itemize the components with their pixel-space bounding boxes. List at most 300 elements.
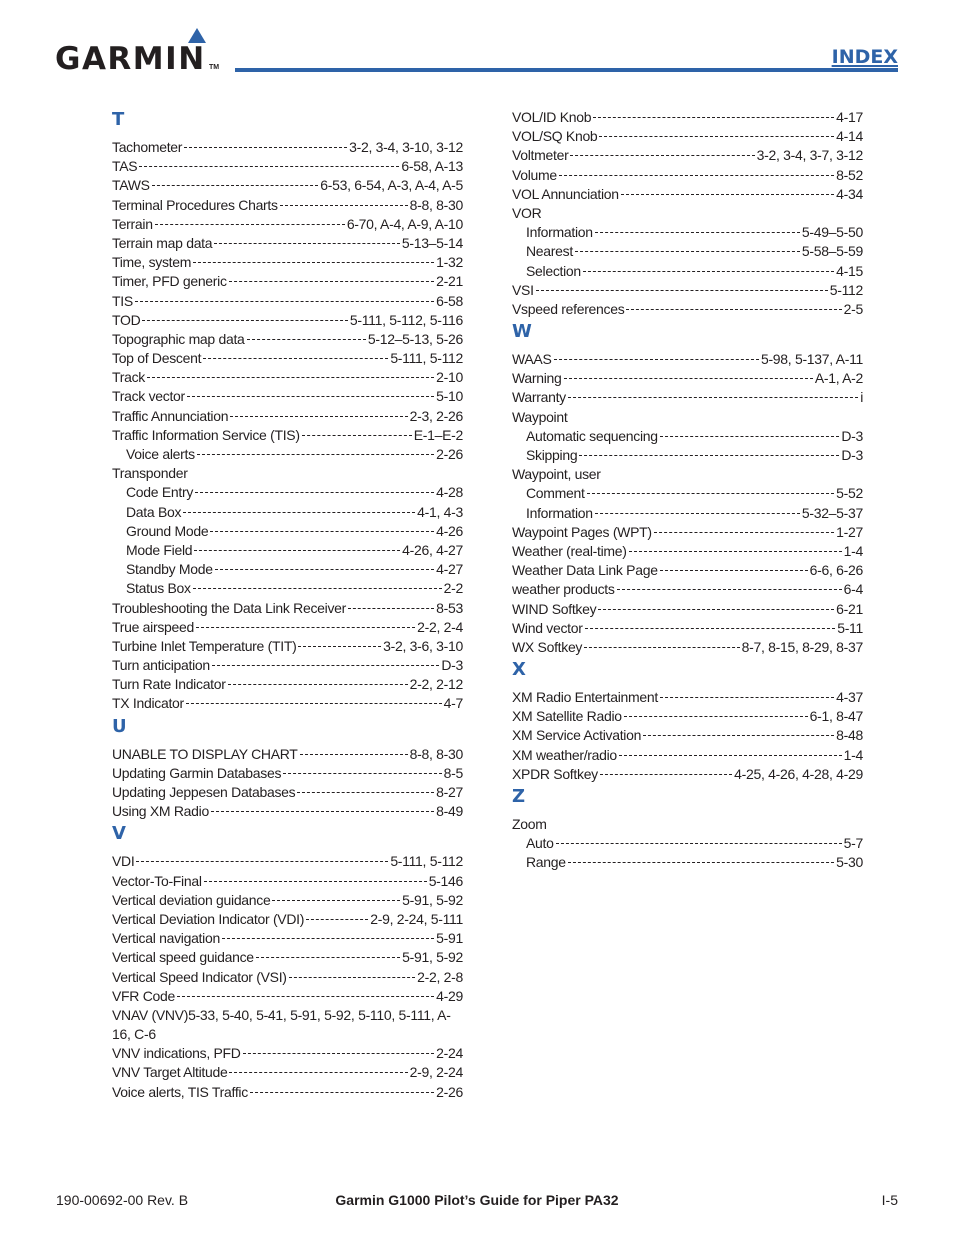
entry-term: VOL/ID Knob (512, 109, 592, 125)
entry-pages: 4-27 (436, 561, 463, 578)
index-entry (112, 234, 463, 253)
dot-leader (177, 996, 434, 997)
entry-pages: 1-4 (843, 542, 863, 559)
document-number: 190-00692-00 Rev. B (56, 1192, 189, 1208)
entry-term: Data Box (126, 503, 182, 520)
index-entry (112, 987, 463, 1006)
book-title: Garmin G1000 Pilot’s Guide for Piper PA32 (335, 1192, 619, 1208)
entry-term: Volume (512, 166, 557, 183)
dot-leader (619, 755, 842, 756)
dot-leader (593, 117, 834, 118)
dot-leader (243, 1053, 435, 1054)
entry-pages: 6-58, A-13 (401, 158, 463, 175)
dot-leader (229, 1072, 407, 1073)
dot-leader (297, 792, 434, 793)
index-entry (512, 815, 863, 834)
index-entry (112, 872, 463, 891)
index-entry (112, 783, 463, 802)
dot-leader (215, 569, 434, 570)
entry-term: Comment (526, 485, 585, 502)
entry-term: Skipping (526, 447, 578, 463)
entry-pages: 8-27 (436, 784, 463, 800)
index-entry (512, 465, 863, 484)
entry-pages: 5-32–5-37 (801, 504, 863, 521)
dot-leader (298, 646, 381, 647)
entry-term: Terrain map data (112, 234, 213, 251)
entry-term: Vertical Deviation Indicator (VDI) (112, 910, 305, 927)
index-subentry (112, 541, 463, 560)
index-subentry (112, 560, 463, 579)
entry-term: VOR (512, 204, 542, 221)
entry-term: Waypoint, user (512, 466, 601, 483)
index-entry (112, 745, 463, 764)
entry-term: TX Indicator (112, 695, 184, 712)
dot-leader (564, 378, 813, 379)
dot-leader (187, 396, 434, 397)
logo-wordmark: GARMIN (55, 41, 206, 77)
entry-term: Turn Rate Indicator (112, 676, 226, 693)
entry-pages: 6-1, 8-47 (809, 708, 863, 725)
entry-term: Weather (real-time) (512, 542, 627, 559)
entry-pages: 5-146 (428, 872, 463, 889)
entry-term: Track vector (112, 388, 185, 405)
dot-leader (306, 919, 368, 920)
entry-pages: 5-111, 5-112 (390, 853, 463, 870)
entry-pages: 2-3, 2-26 (409, 407, 463, 424)
entry-pages: 8-7, 8-15, 8-29, 8-37 (741, 638, 863, 655)
entry-term: UNABLE TO DISPLAY CHART (112, 745, 298, 762)
dot-leader (660, 697, 834, 698)
index-entry (512, 408, 863, 427)
entry-pages: 2-2, 2-12 (409, 676, 463, 693)
entry-pages: 4-28 (436, 484, 463, 501)
entry-pages: 3-2, 3-6, 3-10 (383, 637, 463, 654)
entry-pages: 4-26, 4-27 (402, 541, 463, 558)
dot-leader (155, 224, 345, 225)
index-entry (112, 891, 463, 910)
entry-term: Using XM Radio (112, 803, 209, 820)
entry-pages: 8-48 (836, 727, 863, 744)
index-entry (512, 765, 863, 784)
index-entry (512, 369, 863, 388)
index-entry (112, 910, 463, 929)
entry-pages: 6-4 (843, 581, 863, 598)
index-entry (112, 1083, 463, 1102)
entry-term: WIND Softkey (512, 600, 597, 617)
dot-leader (556, 843, 842, 844)
dot-leader (222, 938, 434, 939)
entry-term: True airspeed (112, 618, 194, 635)
dot-leader (186, 703, 442, 704)
entry-pages: 5-112 (829, 281, 863, 298)
dot-leader (289, 977, 415, 978)
index-entry (112, 852, 463, 871)
index-entry (112, 272, 463, 291)
entry-term: Weather Data Link Page (512, 562, 658, 579)
entry-term: Waypoint Pages (WPT) (512, 523, 652, 540)
index-subentry (512, 446, 863, 465)
entry-pages: 2-2, 2-8 (417, 968, 463, 985)
index-subentry (512, 853, 863, 872)
dot-leader (152, 185, 319, 186)
entry-term: VNV Target Altitude (112, 1064, 228, 1081)
index-entry (512, 638, 863, 657)
index-entry (512, 707, 863, 726)
index-entry (512, 523, 863, 542)
entry-term: Warning (512, 370, 562, 387)
entry-pages: 5-13–5-14 (401, 234, 463, 251)
entry-term: Voice alerts, TIS Traffic (112, 1083, 248, 1100)
entry-term: Range (526, 854, 566, 871)
index-subentry (112, 445, 463, 464)
index-entry (512, 580, 863, 599)
entry-term: TAS (112, 158, 138, 175)
entry-term: Standby Mode (126, 561, 213, 578)
dot-leader (660, 570, 808, 571)
page-number: I-5 (881, 1192, 898, 1208)
entry-term: VNV indications, PFD (112, 1045, 241, 1062)
dot-leader (585, 628, 836, 629)
index-entry (112, 176, 463, 195)
index-letter-heading: X (512, 659, 526, 681)
entry-term: Wind vector (512, 619, 583, 636)
index-letter-heading: T (112, 109, 125, 130)
entry-term: Ground Mode (126, 522, 209, 539)
index-entry (112, 599, 463, 618)
entry-term: Turn anticipation (112, 657, 210, 674)
entry-pages: 8-8, 8-30 (409, 745, 463, 762)
dot-leader (272, 900, 400, 901)
entry-term: Vspeed references (512, 300, 625, 317)
dot-leader (568, 397, 858, 398)
dot-leader (595, 513, 800, 514)
entry-term: XM weather/radio (512, 746, 617, 763)
entry-pages: 2-21 (436, 273, 463, 290)
index-column-right (512, 108, 863, 873)
index-subentry (512, 834, 863, 853)
dot-leader (196, 627, 415, 628)
dot-leader (142, 320, 347, 321)
index-entry (112, 1063, 463, 1082)
entry-pages: 4-15 (836, 262, 863, 279)
entry-pages: 8-8, 8-30 (409, 196, 463, 213)
entry-pages: 1-32 (436, 254, 463, 271)
dot-leader (599, 136, 834, 137)
entry-term: Turbine Inlet Temperature (TIT) (112, 637, 297, 654)
entry-term: Vertical Speed Indicator (VSI) (112, 968, 287, 985)
index-subentry (512, 242, 863, 261)
index-entry (512, 281, 863, 300)
dot-leader (617, 589, 842, 590)
entry-pages: 6-21 (836, 600, 863, 617)
index-entry (112, 802, 463, 821)
entry-term: VNAV (VNV)5-33, 5-40, 5-41, 5-91, 5-92, 5-110, 5-111, A-16, C-6 (112, 1006, 451, 1043)
entry-term: Zoom (512, 816, 547, 832)
entry-pages: 4-29 (436, 987, 463, 1004)
dot-leader (204, 881, 427, 882)
dot-leader (139, 166, 399, 167)
index-entry (112, 618, 463, 637)
entry-pages: 4-7 (443, 695, 463, 712)
index-subentry (512, 427, 863, 446)
entry-pages: i (860, 389, 863, 406)
index-entry (512, 726, 863, 745)
dot-leader (536, 290, 828, 291)
dot-leader (229, 281, 435, 282)
entry-pages: 3-2, 3-4, 3-7, 3-12 (756, 147, 863, 164)
dot-leader (643, 735, 834, 736)
dot-leader (579, 455, 839, 456)
entry-term: TAWS (112, 177, 150, 194)
index-subentry (112, 579, 463, 598)
entry-pages: 4-26 (436, 522, 463, 539)
entry-term: Waypoint (512, 408, 568, 425)
dot-leader (247, 339, 366, 340)
entry-term: Information (526, 504, 593, 521)
entry-pages: 4-34 (836, 185, 863, 202)
entry-term: XM Radio Entertainment (512, 689, 658, 706)
entry-term: Updating Garmin Databases (112, 764, 282, 781)
entry-term: Vertical navigation (112, 930, 220, 947)
dot-leader (283, 773, 442, 774)
index-entry (512, 746, 863, 765)
entry-term: Auto (526, 835, 554, 852)
entry-term: VFR Code (112, 987, 175, 1004)
entry-term: Track (112, 369, 145, 386)
dot-leader (554, 359, 759, 360)
entry-pages: 5-91, 5-92 (402, 949, 463, 966)
index-letter-heading: W (512, 321, 532, 343)
entry-pages: 4-1, 4-3 (417, 503, 463, 520)
entry-term: Terminal Procedures Charts (112, 196, 278, 213)
entry-term: weather products (512, 581, 615, 598)
dot-leader (195, 492, 434, 493)
index-entry (512, 350, 863, 369)
dot-leader (280, 205, 408, 206)
entry-pages: 2-26 (436, 446, 463, 462)
index-entry (112, 637, 463, 656)
dot-leader (203, 358, 388, 359)
garmin-logo (55, 28, 225, 78)
entry-term: XPDR Softkey (512, 765, 598, 782)
index-subentry (112, 503, 463, 522)
dot-leader (184, 147, 347, 148)
entry-term: Vertical deviation guidance (112, 891, 271, 908)
dot-leader (626, 309, 841, 310)
entry-pages: 5-7 (843, 835, 863, 852)
index-entry (112, 968, 463, 987)
index-subentry (512, 484, 863, 503)
entry-pages: 1-27 (836, 523, 863, 540)
entry-term: Mode Field (126, 541, 193, 558)
dot-leader (621, 194, 834, 195)
entry-pages: E-1–E-2 (413, 426, 463, 443)
entry-pages: 8-53 (436, 599, 463, 616)
entry-pages: 5-111, 5-112, 5-116 (349, 311, 463, 328)
entry-pages: 5-52 (836, 485, 863, 502)
dot-leader (183, 512, 415, 513)
page-footer (56, 1190, 898, 1210)
section-title: INDEX (831, 46, 898, 68)
index-subentry (512, 262, 863, 281)
index-entry (112, 311, 463, 330)
dot-leader (575, 251, 800, 252)
entry-pages: 4-17 (836, 109, 863, 125)
entry-term: WAAS (512, 351, 552, 368)
entry-term: Vertical speed guidance (112, 949, 254, 966)
entry-term: Selection (526, 262, 581, 279)
dot-leader (348, 608, 434, 609)
entry-pages: 5-91 (436, 930, 463, 947)
entry-term: Updating Jeppesen Databases (112, 784, 296, 800)
index-entry (112, 253, 463, 272)
dot-leader (194, 550, 400, 551)
dot-leader (147, 377, 434, 378)
index-column-left (112, 108, 463, 1102)
dot-leader (568, 862, 834, 863)
index-entry (112, 1006, 463, 1044)
index-subentry (512, 504, 863, 523)
dot-leader (598, 609, 834, 610)
entry-pages: 1-4 (843, 746, 863, 763)
index-entry (112, 426, 463, 445)
entry-pages: 4-14 (836, 128, 863, 145)
entry-pages: 8-52 (836, 166, 863, 183)
dot-leader (587, 493, 835, 494)
entry-term: Top of Descent (112, 350, 202, 367)
entry-term: Voltmeter (512, 147, 569, 164)
entry-pages: 2-24 (436, 1045, 463, 1062)
entry-pages: 5-10 (436, 388, 463, 405)
entry-term: Traffic Information Service (TIS) (112, 426, 300, 443)
entry-pages: 4-37 (836, 689, 863, 706)
entry-pages: 2-2 (443, 580, 463, 597)
dot-leader (193, 262, 434, 263)
index-entry (112, 694, 463, 713)
entry-term: Vector-To-Final (112, 872, 202, 889)
header-rule (235, 68, 898, 72)
entry-pages: 8-49 (436, 803, 463, 820)
entry-term: VSI (512, 281, 534, 298)
dot-leader (210, 531, 434, 532)
index-entry (512, 542, 863, 561)
index-entry (512, 127, 863, 146)
index-entry (112, 675, 463, 694)
entry-term: Troubleshooting the Data Link Receiver (112, 599, 346, 616)
entry-pages: 6-53, 6-54, A-3, A-4, A-5 (320, 177, 463, 194)
entry-pages: D-3 (441, 657, 463, 674)
entry-term: Voice alerts (126, 446, 195, 462)
entry-term: Information (526, 224, 593, 241)
dot-leader (654, 532, 834, 533)
entry-pages: 2-10 (436, 369, 463, 386)
index-entry (512, 388, 863, 407)
dot-leader (302, 435, 412, 436)
entry-term: VDI (112, 853, 135, 870)
dot-leader (595, 232, 800, 233)
dot-leader (584, 647, 740, 648)
entry-pages: 4-25, 4-26, 4-28, 4-29 (734, 765, 863, 782)
entry-term: XM Service Activation (512, 727, 642, 744)
dot-leader (570, 155, 754, 156)
entry-term: Traffic Annunciation (112, 407, 229, 424)
index-entry (112, 330, 463, 349)
dot-leader (624, 716, 808, 717)
index-subentry (512, 223, 863, 242)
dot-leader (583, 271, 834, 272)
logo-trademark: TM (209, 64, 220, 71)
entry-pages: 3-2, 3-4, 3-10, 3-12 (349, 139, 463, 155)
index-entry (112, 138, 463, 157)
entry-pages: 5-30 (836, 854, 863, 871)
index-entry (512, 600, 863, 619)
entry-term: Warranty (512, 389, 566, 406)
dot-leader (256, 957, 400, 958)
entry-pages: 5-49–5-50 (801, 224, 863, 241)
dot-leader (629, 551, 842, 552)
index-letter-heading: Z (512, 786, 526, 807)
index-entry (112, 215, 463, 234)
index-entry (112, 407, 463, 426)
index-entry (512, 204, 863, 223)
entry-pages: 2-2, 2-4 (417, 618, 463, 635)
dot-leader (228, 684, 408, 685)
entry-term: WX Softkey (512, 638, 583, 655)
entry-pages: 2-26 (436, 1083, 463, 1100)
entry-pages: A-1, A-2 (814, 370, 863, 387)
index-entry (112, 157, 463, 176)
entry-pages: 6-6, 6-26 (809, 562, 863, 579)
index-entry (112, 929, 463, 948)
entry-term: Nearest (526, 243, 573, 260)
entry-term: Status Box (126, 580, 191, 597)
dot-leader (135, 301, 434, 302)
entry-pages: D-3 (841, 427, 863, 444)
entry-pages: 5-98, 5-137, A-11 (760, 351, 863, 368)
index-entry (512, 561, 863, 580)
entry-term: Time, system (112, 254, 192, 271)
index-entry (512, 688, 863, 707)
dot-leader (193, 588, 442, 589)
entry-pages: 5-12–5-13, 5-26 (367, 330, 463, 347)
index-entry (112, 196, 463, 215)
entry-term: XM Satellite Radio (512, 708, 622, 725)
index-entry (112, 292, 463, 311)
entry-term: Code Entry (126, 484, 194, 501)
dot-leader (300, 754, 408, 755)
entry-term: TIS (112, 292, 133, 309)
dot-leader (230, 416, 407, 417)
dot-leader (136, 861, 388, 862)
index-entry (112, 387, 463, 406)
index-entry (112, 368, 463, 387)
index-letter-heading: U (112, 715, 127, 737)
index-entry (512, 619, 863, 638)
entry-pages: 5-91, 5-92 (402, 891, 463, 908)
entry-pages: 2-9, 2-24 (409, 1064, 463, 1081)
entry-pages: 5-111, 5-112 (390, 350, 463, 367)
index-entry (112, 464, 463, 483)
entry-term: VOL Annunciation (512, 185, 619, 202)
entry-term: TOD (112, 311, 141, 328)
dot-leader (214, 243, 400, 244)
dot-leader (660, 436, 840, 437)
entry-pages: 2-9, 2-24, 5-111 (370, 910, 463, 927)
dot-leader (211, 811, 434, 812)
entry-pages: 6-58 (436, 292, 463, 309)
index-entry (112, 948, 463, 967)
entry-pages: 5-58–5-59 (801, 243, 863, 260)
